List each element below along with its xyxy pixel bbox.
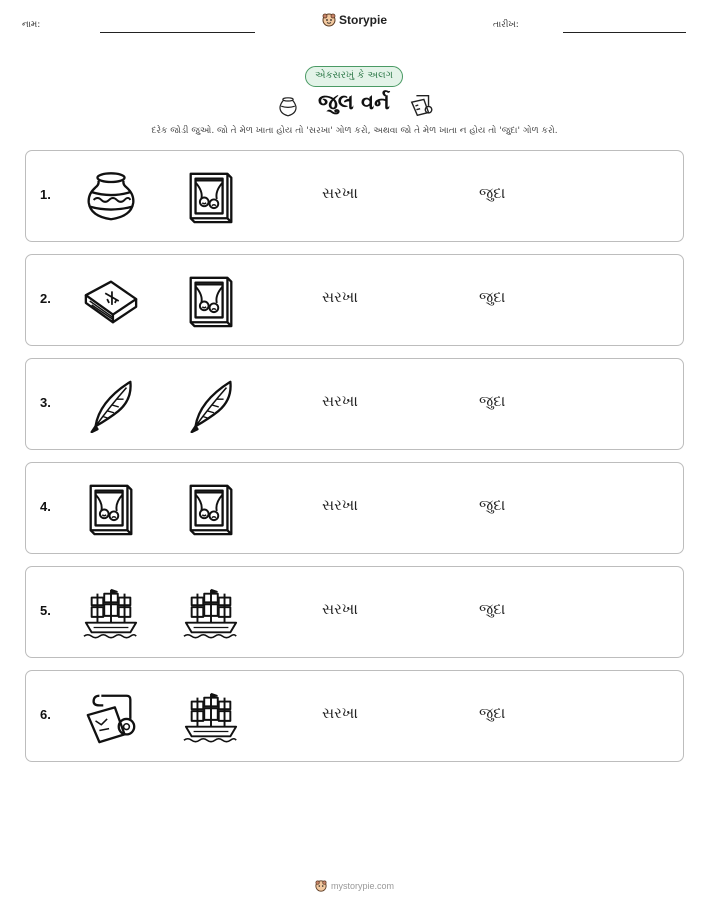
row-number: 2.	[40, 291, 51, 306]
quill-icon	[82, 377, 140, 433]
quill-icon	[182, 377, 240, 433]
date-line[interactable]	[563, 32, 686, 33]
pair-row-3	[25, 358, 684, 450]
theater-book-icon	[82, 481, 140, 537]
page-title: જુલ વર્ન	[318, 90, 390, 114]
row-number: 6.	[40, 707, 51, 722]
pair-row-5	[25, 566, 684, 658]
different-option[interactable]: જુદા	[479, 184, 506, 202]
instructions-text: દરેક જોડી જુઓ. જો તે મેળ ખાતા હોય તો 'સરખા' ગોળ કરો, અથવા જો તે મેળ ખાતા ન હોય તો 'જુદા' ગોળ કરો.	[151, 126, 558, 136]
footer-url[interactable]: mystorypie.com	[330, 881, 394, 891]
pot-icon	[276, 95, 300, 119]
footer	[0, 880, 709, 892]
same-option[interactable]: સરખા	[322, 600, 358, 618]
same-option[interactable]: સરખા	[322, 392, 358, 410]
different-option[interactable]: જુદા	[479, 704, 506, 722]
same-option[interactable]: સરખા	[322, 184, 358, 202]
same-option[interactable]: સરખા	[322, 496, 358, 514]
different-option[interactable]: જુદા	[479, 288, 506, 306]
theater-book-icon	[182, 169, 240, 225]
name-label: નામ:	[22, 20, 41, 30]
brand-logo	[322, 13, 387, 27]
different-option[interactable]: જુદા	[479, 600, 506, 618]
brand-name: Storypie	[339, 13, 388, 27]
pot-icon	[82, 169, 140, 225]
pair-row-6	[25, 670, 684, 762]
title-block	[276, 89, 436, 123]
row-number: 3.	[40, 395, 51, 410]
same-option[interactable]: સરખા	[322, 704, 358, 722]
pair-row-4	[25, 462, 684, 554]
date-label: તારીખ:	[493, 20, 519, 30]
scroll-map-icon	[82, 689, 140, 745]
sailing-ship-icon	[182, 689, 240, 745]
worksheet-type-badge: એકસરખું કે અલગ	[305, 66, 403, 87]
sailing-ship-icon	[82, 585, 140, 641]
row-number: 1.	[40, 187, 51, 202]
theater-book-icon	[182, 273, 240, 329]
row-number: 4.	[40, 499, 51, 514]
different-option[interactable]: જુદા	[479, 392, 506, 410]
pair-row-1	[25, 150, 684, 242]
scroll-map-icon	[408, 91, 436, 119]
different-option[interactable]: જુદા	[479, 496, 506, 514]
name-line[interactable]	[100, 32, 255, 33]
law-book-icon	[82, 273, 140, 329]
storypie-mascot-icon	[315, 880, 327, 892]
row-number: 5.	[40, 603, 51, 618]
theater-book-icon	[182, 481, 240, 537]
storypie-mascot-icon	[322, 13, 336, 27]
same-option[interactable]: સરખા	[322, 288, 358, 306]
pair-row-2	[25, 254, 684, 346]
sailing-ship-icon	[182, 585, 240, 641]
